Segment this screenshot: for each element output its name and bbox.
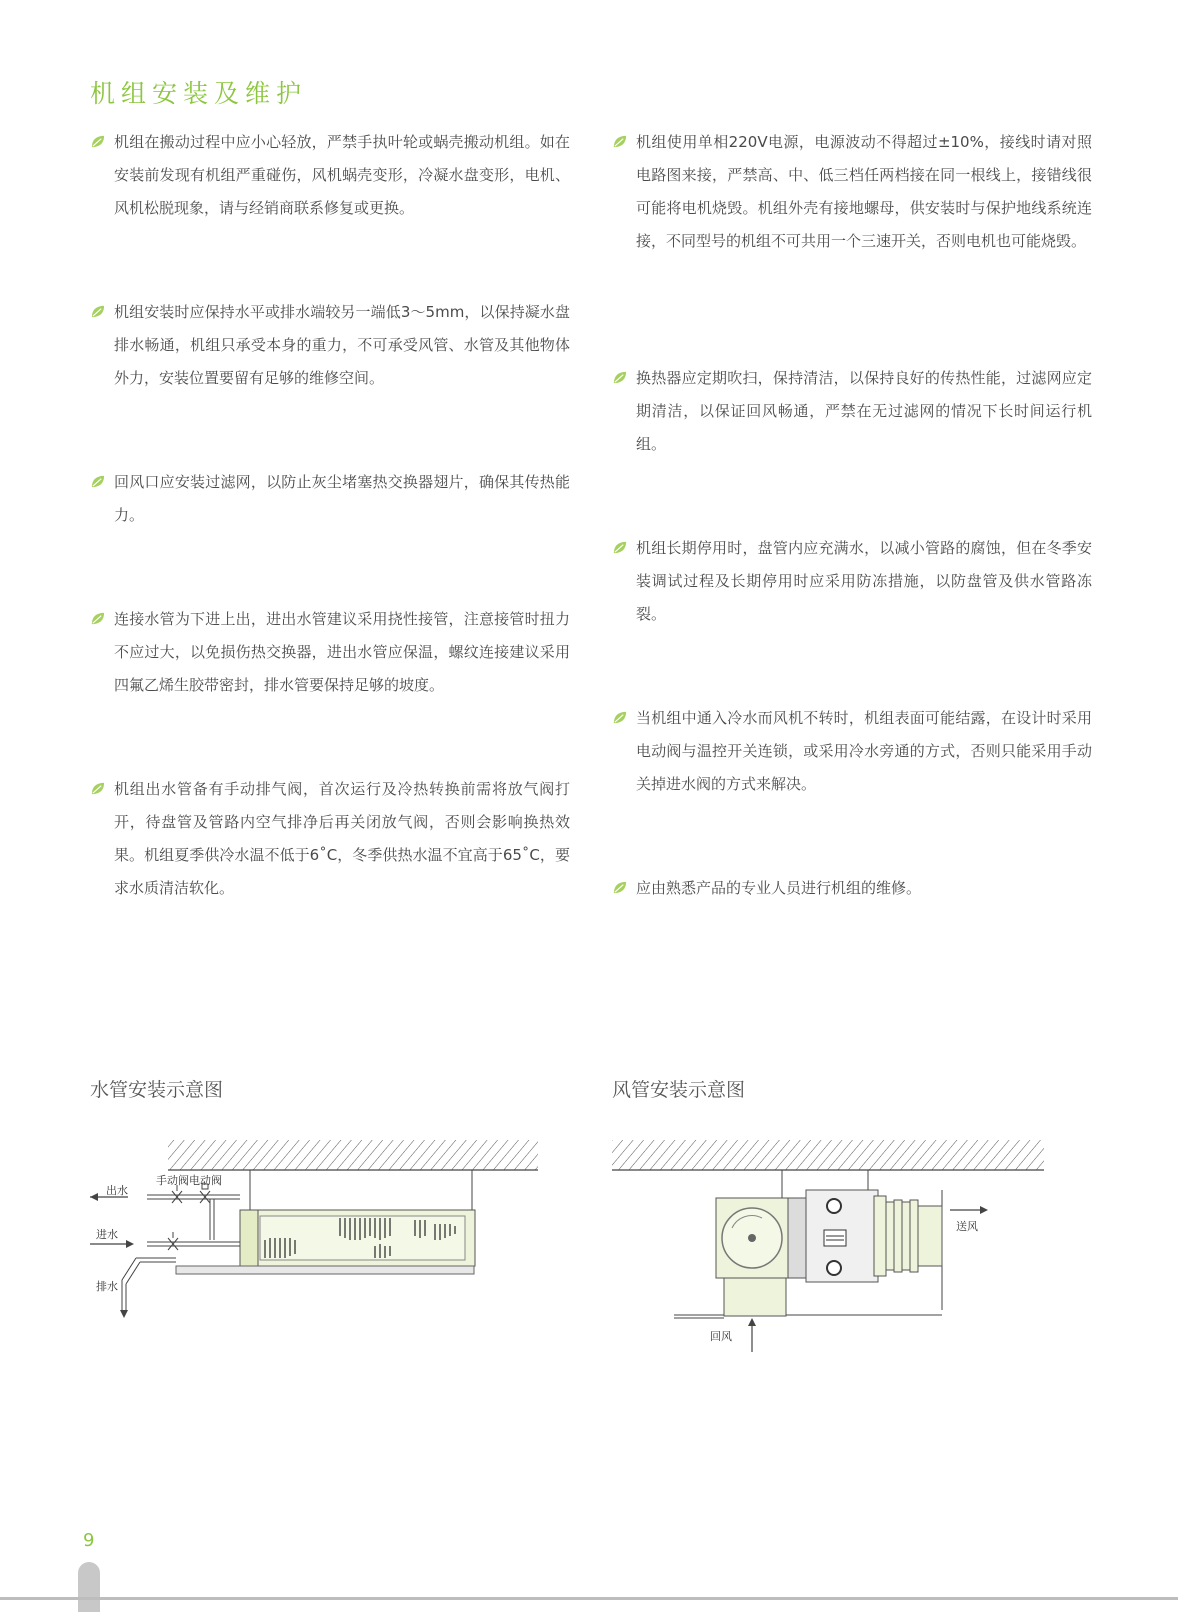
leaf-bullet-icon — [90, 781, 105, 796]
leaf-bullet-icon — [90, 474, 105, 489]
left-item-text: 回风口应安装过滤网，以防止灰尘堵塞热交换器翅片，确保其传热能力。 — [114, 473, 570, 524]
leaf-bullet-icon — [90, 134, 105, 149]
leaf-bullet-icon — [90, 304, 105, 319]
page-title: 机组安装及维护 — [90, 79, 308, 108]
right-item-text: 应由熟悉产品的专业人员进行机组的维修。 — [636, 879, 922, 897]
electric-valve-icon — [200, 1191, 210, 1203]
ceiling-hatch — [612, 1140, 1044, 1170]
list-item — [90, 126, 570, 225]
leaf-bullet-icon — [612, 880, 627, 895]
valve-label: 手动阀电动阀 — [156, 1174, 222, 1187]
return-label: 回风 — [710, 1330, 732, 1343]
list-item — [90, 603, 570, 702]
fan-housing — [716, 1198, 788, 1278]
water-pipe-diagram — [90, 1140, 560, 1350]
motor-section — [788, 1190, 886, 1282]
drain-pipe — [122, 1258, 176, 1312]
leaf-bullet-icon — [612, 134, 627, 149]
list-item — [612, 872, 1092, 905]
leaf-bullet-icon — [612, 710, 627, 725]
drain-arrow-icon — [120, 1310, 128, 1318]
left-item-text: 机组出水管备有手动排气阀，首次运行及冷热转换前需将放气阀打开，待盘管及管路内空气排净后再关闭放气阀，否则会影响换热效果。机组夏季供冷水温不低于6˚C，冬季供热水温不宜高于65˚C，要求水质清洁软化。 — [114, 780, 570, 897]
flexible-duct — [886, 1200, 942, 1272]
page-tab — [78, 1562, 100, 1612]
water-diagram-title: 水管安装示意图 — [90, 1079, 224, 1101]
right-item-text: 机组长期停用时，盘管内应充满水，以减小管路的腐蚀，但在冬季安装调试过程及长期停用时应采用防冻措施，以防盘管及供水管路冻裂。 — [636, 539, 1092, 623]
leaf-bullet-icon — [612, 370, 627, 385]
right-item-text: 当机组中通入冷水而风机不转时，机组表面可能结露，在设计时采用电动阀与温控开关连锁，或采用冷水旁通的方式，否则只能采用手动关掉进水阀的方式来解决。 — [636, 709, 1092, 793]
list-item — [612, 702, 1092, 801]
page-number: 9 — [83, 1530, 95, 1551]
outlet-pipe — [147, 1184, 240, 1240]
list-item — [612, 362, 1092, 461]
drain-label: 排水 — [96, 1280, 118, 1293]
list-item — [612, 532, 1092, 631]
outlet-label: 出水 — [106, 1184, 128, 1197]
left-item-text: 机组安装时应保持水平或排水端较另一端低3～5mm，以保持凝水盘排水畅通，机组只承受本身的重力，不可承受风管、水管及其他物体外力，安装位置要留有足够的维修空间。 — [114, 303, 570, 387]
right-item-text: 换热器应定期吹扫，保持清洁，以保持良好的传热性能，过滤网应定期清洁，以保证回风畅通，严禁在无过滤网的情况下长时间运行机组。 — [636, 369, 1092, 453]
left-item-text: 连接水管为下进上出，进出水管建议采用挠性接管，注意接管时扭力不应过大，以免损伤热交换器，进出水管应保温，螺纹连接建议采用四氟乙烯生胶带密封，排水管要保持足够的坡度。 — [114, 610, 570, 694]
list-item — [612, 126, 1092, 258]
inlet-pipe — [147, 1232, 240, 1250]
list-item — [90, 296, 570, 395]
air-diagram-title: 风管安装示意图 — [612, 1079, 746, 1101]
ceiling-hatch — [168, 1140, 538, 1170]
left-item-text: 机组在搬动过程中应小心轻放，严禁手执叶轮或蜗壳搬动机组。如在安装前发现有机组严重碰伤，风机蜗壳变形，冷凝水盘变形，电机、风机松脱现象，请与经销商联系修复或更换。 — [114, 133, 570, 217]
right-item-text: 机组使用单相220V电源，电源波动不得超过±10%，接线时请对照电路图来接，严禁高、中、低三档任两档接在同一根线上，接错线很可能将电机烧毁。机组外壳有接地螺母，供安装时与保护地线系统连接，不同型号的机组不可共用一个三速开关，否则电机也可能烧毁。 — [636, 133, 1092, 250]
list-item — [90, 466, 570, 532]
inlet-label: 进水 — [96, 1228, 118, 1241]
supply-label: 送风 — [956, 1220, 978, 1233]
manual-valve-icon — [172, 1191, 182, 1203]
leaf-bullet-icon — [612, 540, 627, 555]
air-duct-diagram — [612, 1140, 1052, 1370]
leaf-bullet-icon — [90, 611, 105, 626]
list-item — [90, 773, 570, 905]
